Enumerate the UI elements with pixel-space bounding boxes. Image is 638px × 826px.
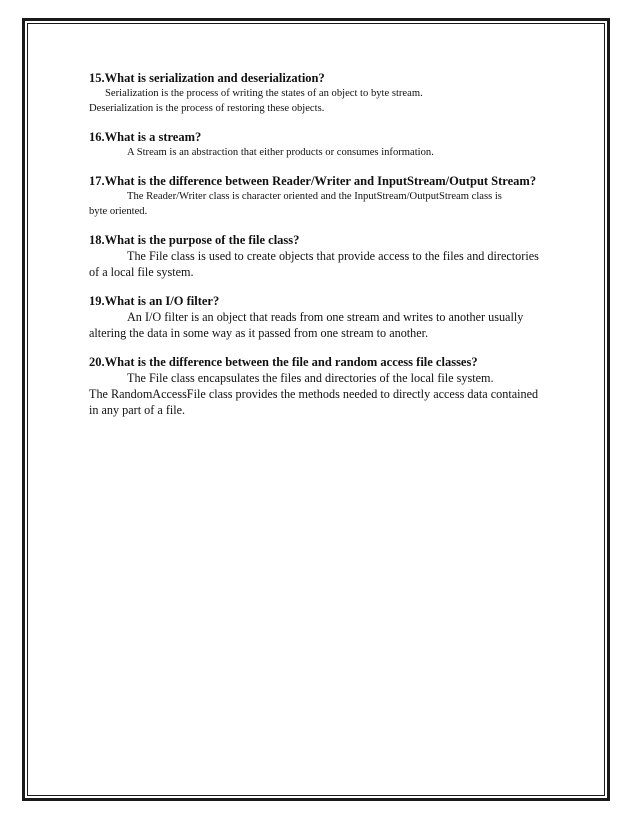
question-title: 18.What is the purpose of the file class? — [89, 233, 300, 247]
answer-line: byte oriented. — [89, 206, 148, 217]
question-19 — [89, 293, 559, 341]
question-16 — [89, 129, 559, 160]
answer-line: altering the data in some way as it passed from one stream to another. — [89, 326, 429, 340]
question-title: 20.What is the difference between the file and random access file classes? — [89, 355, 478, 369]
question-title: 17.What is the difference between Reader/Writer and InputStream/Output Stream? — [89, 174, 537, 188]
question-15 — [89, 70, 559, 116]
question-17 — [89, 173, 559, 219]
answer-line: The Reader/Writer class is character oriented and the InputStream/OutputStream class is — [127, 191, 502, 202]
question-title: 16.What is a stream? — [89, 130, 202, 144]
answer-line: The File class is used to create objects that provide access to the files and directories — [127, 249, 539, 263]
answer-line: The File class encapsulates the files and directories of the local file system. — [127, 371, 494, 385]
question-title: 15.What is serialization and deserialization? — [89, 71, 325, 85]
answer-line: A Stream is an abstraction that either products or consumes information. — [127, 147, 434, 158]
question-title: 19.What is an I/O filter? — [89, 294, 220, 308]
answer-line: in any part of a file. — [89, 403, 186, 417]
answer-line: Deserialization is the process of restoring these objects. — [89, 103, 325, 114]
document-content — [89, 70, 559, 431]
question-20 — [89, 354, 559, 418]
answer-line: The RandomAccessFile class provides the methods needed to directly access data contained — [89, 387, 539, 401]
answer-line: An I/O filter is an object that reads from one stream and writes to another usually — [127, 310, 524, 324]
answer-line: of a local file system. — [89, 265, 194, 279]
question-18 — [89, 232, 559, 280]
answer-line: Serialization is the process of writing the states of an object to byte stream. — [105, 88, 423, 99]
